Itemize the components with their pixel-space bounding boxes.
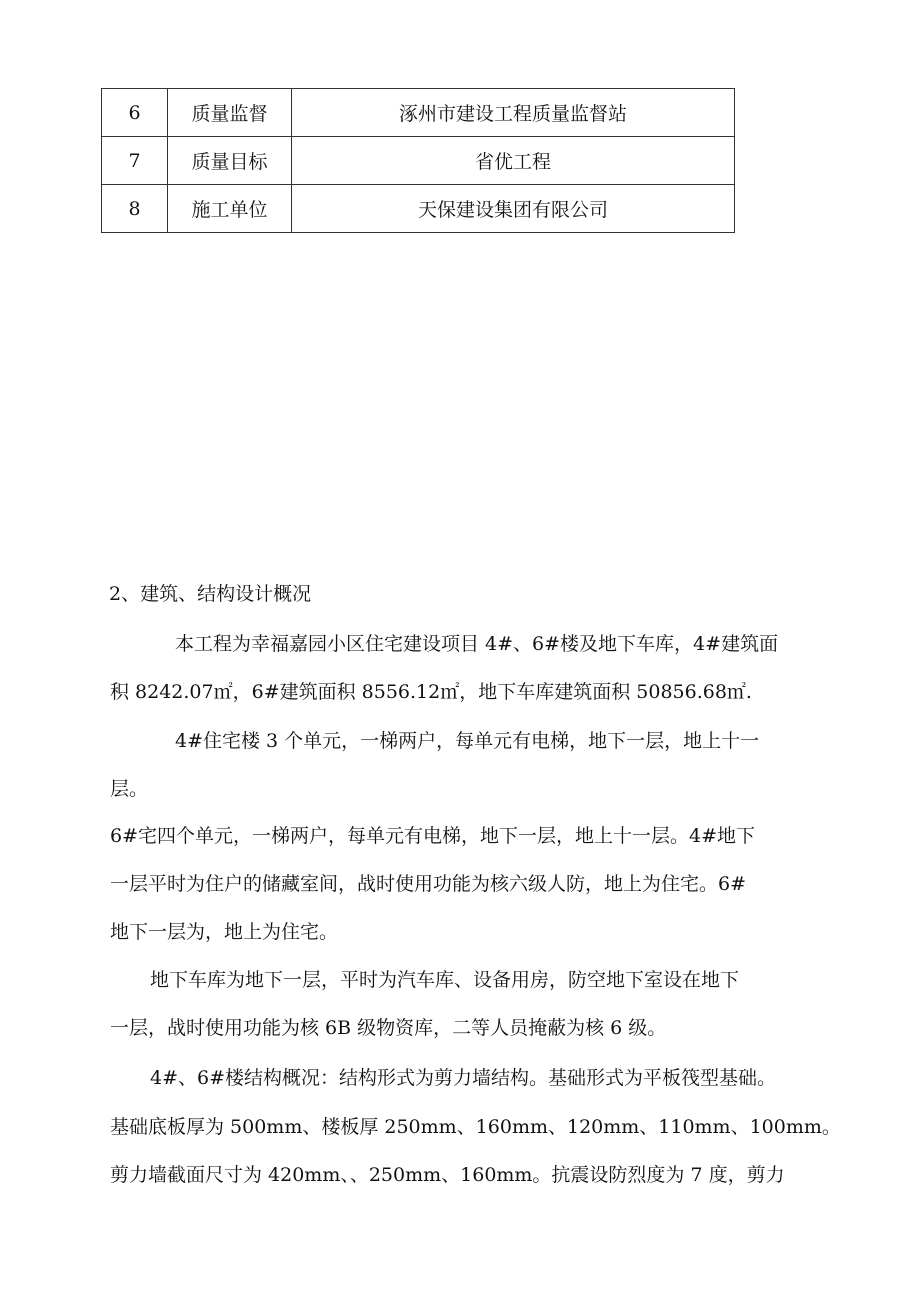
row-value: 天保建设集团有限公司: [292, 185, 735, 233]
row-number: 8: [102, 185, 168, 233]
paragraph-line: 4#、6#楼结构概况：结构形式为剪力墙结构。基础形式为平板筏型基础。: [150, 1067, 777, 1089]
paragraph-line: 4#住宅楼 3 个单元，一梯两户，每单元有电梯，地下一层，地上十一: [175, 730, 760, 752]
paragraph-line: 基础底板厚为 500mm、楼板厚 250mm、160mm、120mm、110mm、100mm。: [110, 1116, 841, 1138]
paragraph-line: 一层平时为住户的储藏室间，战时使用功能为核六级人防，地上为住宅。6#: [110, 873, 747, 895]
paragraph-line: 一层，战时使用功能为核 6B 级物资库，二等人员掩蔽为核 6 级。: [110, 1017, 667, 1039]
paragraph-line: 剪力墙截面尺寸为 420mm、、250mm、160mm。抗震设防烈度为 7 度，剪力: [110, 1164, 785, 1186]
paragraph-line: 层。: [110, 778, 149, 800]
row-value: 省优工程: [292, 137, 735, 185]
row-number: 7: [102, 137, 168, 185]
paragraph-line: 地下车库为地下一层，平时为汽车库、设备用房，防空地下室设在地下: [150, 969, 740, 991]
row-item: 质量监督: [168, 89, 292, 137]
row-value: 涿州市建设工程质量监督站: [292, 89, 735, 137]
row-number: 6: [102, 89, 168, 137]
paragraph-line: 本工程为幸福嘉园小区住宅建设项目 4#、6#楼及地下车库，4#建筑面: [175, 633, 779, 655]
table-row: [102, 185, 735, 233]
row-item: 施工单位: [168, 185, 292, 233]
paragraph-line: 6#宅四个单元，一梯两户，每单元有电梯，地下一层，地上十一层。4#地下: [110, 825, 756, 847]
table-row: [102, 137, 735, 185]
section-heading: 2、建筑、结构设计概况: [109, 583, 312, 605]
paragraph-line: 积 8242.07㎡，6#建筑面积 8556.12㎡，地下车库建筑面积 50856.68㎡.: [110, 681, 752, 703]
project-info-table: [101, 88, 735, 233]
row-item: 质量目标: [168, 137, 292, 185]
table-row: [102, 89, 735, 137]
paragraph-line: 地下一层为，地上为住宅。: [110, 921, 339, 943]
